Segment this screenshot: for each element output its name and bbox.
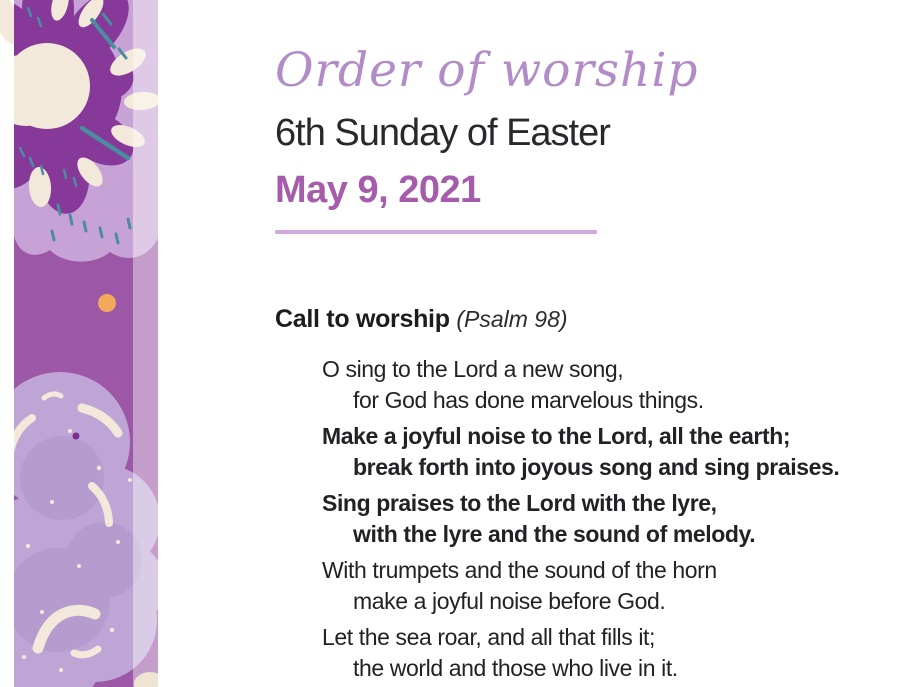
stanza (275, 555, 895, 617)
light-stripe (133, 0, 158, 687)
stanza-line: make a joyful noise before God. (353, 588, 666, 614)
floral-banner (0, 0, 160, 687)
script-title: Order of worship (275, 43, 699, 98)
page-subtitle: 6th Sunday of Easter (275, 112, 610, 154)
page-date: May 9, 2021 (275, 169, 481, 211)
stanza-line: for God has done marvelous things. (353, 387, 704, 413)
stanza-line: Let the sea roar, and all that fills it; (322, 624, 656, 650)
stanza-line: With trumpets and the sound of the horn (322, 557, 717, 583)
dot-icon (98, 294, 116, 312)
stanza (275, 488, 895, 550)
stanza (275, 421, 895, 483)
stanza-line: O sing to the Lord a new song, (322, 356, 624, 382)
stanza-line: with the lyre and the sound of melody. (353, 521, 756, 547)
stanza-line: the world and those who live in it. (353, 655, 678, 681)
stanza-line: Sing praises to the Lord with the lyre, (322, 490, 717, 516)
stanza (275, 354, 895, 416)
stanza-line: Make a joyful noise to the Lord, all the earth; (322, 423, 791, 449)
call-to-worship-section (275, 303, 895, 687)
stanza (275, 622, 895, 684)
stanza-line: break forth into joyous song and sing praises. (353, 454, 840, 480)
bulletin-content (275, 0, 895, 687)
section-heading-label: Call to worship (275, 305, 450, 333)
divider-rule (275, 230, 597, 234)
floral-banner-illustration (0, 0, 160, 687)
scripture-reference: (Psalm 98) (456, 306, 568, 332)
section-heading (275, 303, 895, 335)
